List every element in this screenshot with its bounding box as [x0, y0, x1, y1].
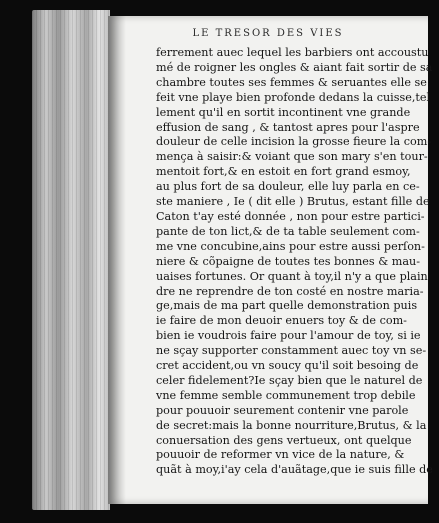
text-line: feit vne playe bien profonde dedans la cuisse,tel	[156, 90, 431, 104]
text-line: lement qu'il en sortit incontinent vne grande	[156, 105, 411, 119]
text-line: vne femme semble communement trop debile	[156, 388, 416, 402]
page-edge-texture	[32, 10, 110, 510]
text-line: ne sçay supporter constamment auec toy vn se-	[156, 344, 427, 358]
text-line: ie faire de mon deuoir enuers toy & de com-	[156, 314, 407, 328]
text-line: cret accident,ou vn soucy qu'il soit besoing de	[156, 359, 419, 373]
text-line: bien ie voudrois faire pour l'amour de toy, si ie	[156, 329, 421, 343]
text-line: conuersation des gens vertueux, ont quelque	[156, 433, 412, 447]
text-line: pouuoir de reformer vn vice de la nature, &	[156, 448, 405, 462]
text-line: Caton t'ay esté donnée , non pour estre partici-	[156, 209, 425, 223]
body-text	[156, 46, 433, 478]
text-line: pour pouuoir seurement contenir vne parole	[156, 403, 409, 417]
book-page	[108, 16, 433, 504]
text-line: effusion de sang , & tantost apres pour l'aspre	[156, 120, 420, 134]
text-line: mença à saisir:& voiant que son mary s'en tour-	[156, 150, 428, 164]
text-line: ferrement auec lequel les barbiers ont accoustu	[156, 46, 429, 59]
text-line: uaises fortunes. Or quant à toy,il n'y a que plain	[156, 269, 428, 283]
text-line: ste maniere , Ie ( dit elle ) Brutus, estant fille de	[156, 195, 430, 209]
text-line: celer fidelement?Ie sçay bien que le naturel de	[156, 373, 423, 387]
text-line: niere & cõpaigne de toutes tes bonnes & mau-	[156, 254, 421, 268]
page-gutter-shadow	[108, 16, 126, 504]
text-line: ge,mais de ma part quelle demonstration puis	[156, 299, 418, 313]
text-line: de secret:mais la bonne nourriture,Brutus, & la	[156, 418, 427, 432]
text-line: quãt à moy,i'ay cela d'auãtage,que ie suis fille de	[156, 463, 433, 477]
text-line: pante de ton lict,& de ta table seulement com-	[156, 224, 420, 238]
text-line: au plus fort de sa douleur, elle luy parla en ce-	[156, 180, 420, 194]
book-page-edges	[32, 10, 110, 510]
text-line: mé de roigner les ongles & aiant fait sortir de sa	[156, 60, 433, 74]
text-line: dre ne reprendre de ton costé en nostre maria-	[156, 284, 424, 298]
text-line: mentoit fort,& en estoit en fort grand esmoy,	[156, 165, 411, 179]
text-line: chambre toutes ses femmes & seruantes elle se	[156, 75, 427, 89]
running-head: LE TRESOR DES VIES	[192, 28, 344, 39]
text-line: douleur de celle incision la grosse fieure la com-	[156, 135, 432, 149]
text-line: me vne concubine,ains pour estre aussi perſon-	[156, 239, 425, 253]
